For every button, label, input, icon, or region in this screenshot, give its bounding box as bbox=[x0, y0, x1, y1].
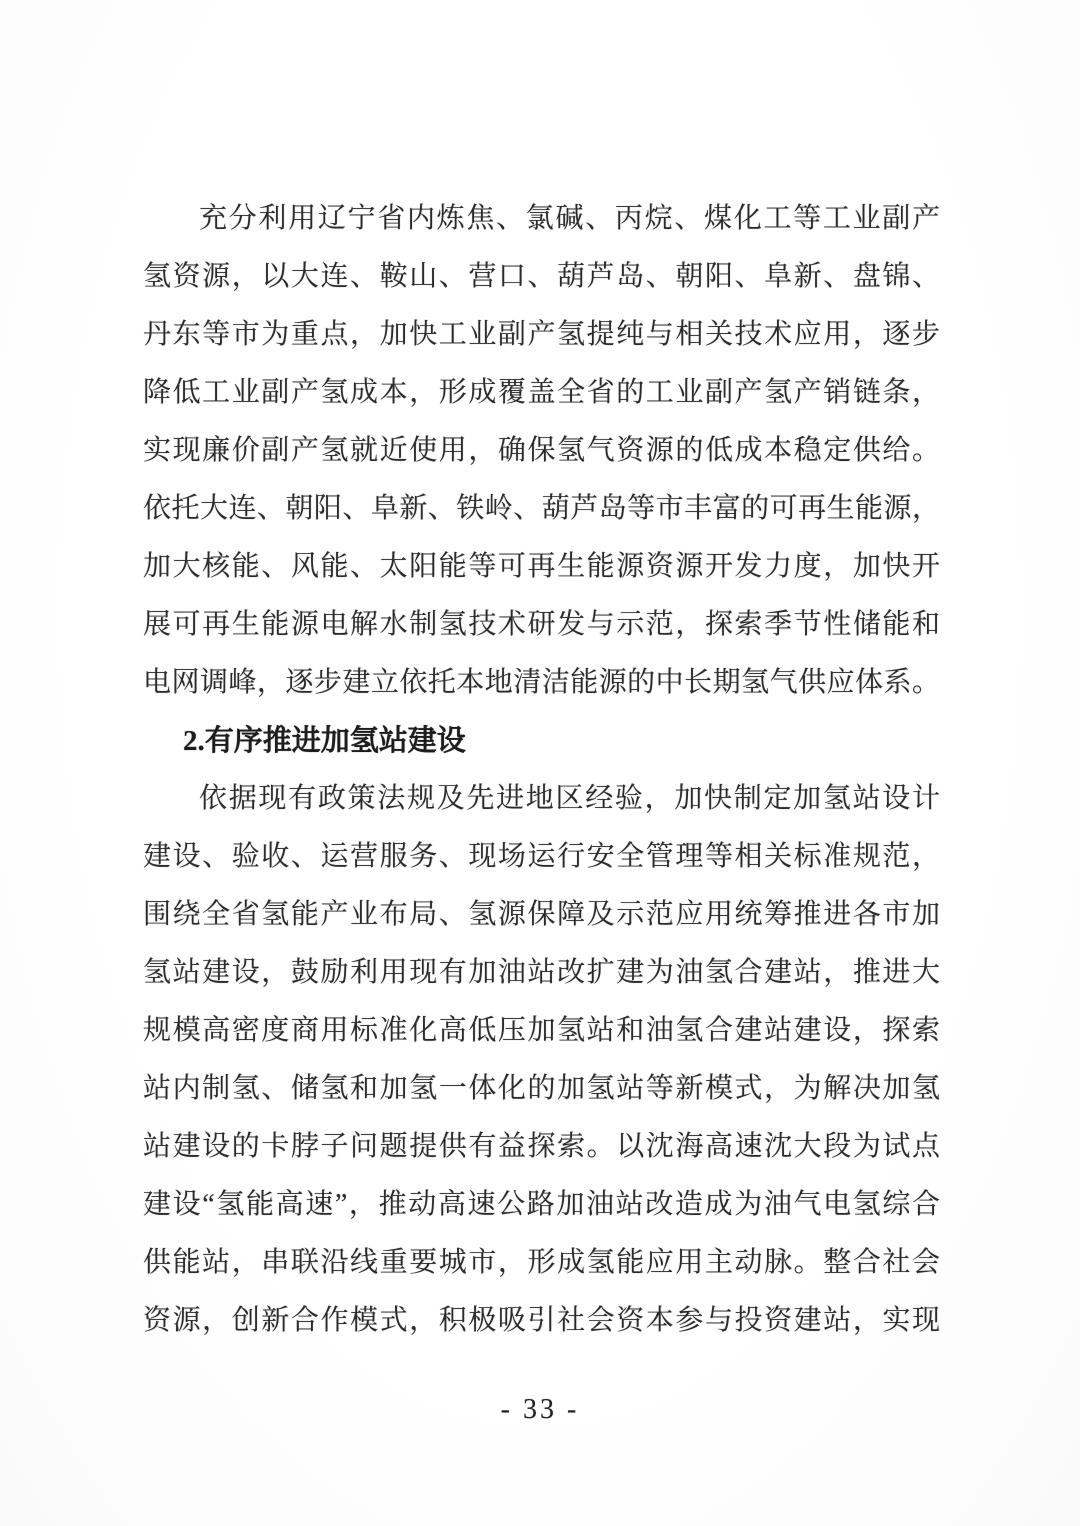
paragraph1-line: 降低工业副产氢成本，形成覆盖全省的工业副产氢产销链条， bbox=[143, 377, 940, 408]
paragraph1-line: 依托大连、朝阳、阜新、铁岭、葫芦岛等市丰富的可再生能源， bbox=[143, 493, 940, 524]
paragraph2-line: 依据现有政策法规及先进地区经验，加快制定加氢站设计 bbox=[199, 783, 940, 814]
page-number: - 33 - bbox=[500, 1394, 580, 1425]
paragraph2-line: 资源，创新合作模式，积极吸引社会资本参与投资建站，实现 bbox=[143, 1305, 940, 1336]
paragraph2-line: 站内制氢、储氢和加氢一体化的加氢站等新模式，为解决加氢 bbox=[143, 1073, 940, 1104]
paragraph1-line: 丹东等市为重点，加快工业副产氢提纯与相关技术应用，逐步 bbox=[143, 319, 940, 350]
section-heading: 2.有序推进加氢站建设 bbox=[183, 725, 466, 757]
text-body bbox=[143, 190, 940, 1350]
paragraph1-line: 展可再生能源电解水制氢技术研发与示范，探索季节性储能和 bbox=[143, 609, 940, 640]
paragraph2-line: 围绕全省氢能产业布局、氢源保障及示范应用统筹推进各市加 bbox=[143, 899, 940, 930]
paragraph1-line: 实现廉价副产氢就近使用，确保氢气资源的低成本稳定供给。 bbox=[143, 435, 940, 466]
paragraph1-line: 充分利用辽宁省内炼焦、氯碱、丙烷、煤化工等工业副产 bbox=[199, 203, 940, 234]
paragraph1-line: 电网调峰，逐步建立依托本地清洁能源的中长期氢气供应体系。 bbox=[143, 667, 940, 698]
paragraph2-line: 建设、验收、运营服务、现场运行安全管理等相关标准规范， bbox=[143, 841, 940, 872]
paragraph2-line: 氢站建设，鼓励利用现有加油站改扩建为油氢合建站，推进大 bbox=[143, 957, 940, 988]
paragraph1-line: 氢资源，以大连、鞍山、营口、葫芦岛、朝阳、阜新、盘锦、 bbox=[143, 261, 940, 292]
paragraph1-line: 加大核能、风能、太阳能等可再生能源资源开发力度，加快开 bbox=[143, 551, 940, 582]
paragraph2-line: 站建设的卡脖子问题提供有益探索。以沈海高速沈大段为试点 bbox=[143, 1131, 940, 1162]
paragraph2-line: 规模高密度商用标准化高低压加氢站和油氢合建站建设，探索 bbox=[143, 1015, 940, 1046]
paragraph2-line: 建设“氢能高速”，推动高速公路加油站改造成为油气电氢综合 bbox=[143, 1189, 940, 1220]
paragraph2-line: 供能站，串联沿线重要城市，形成氢能应用主动脉。整合社会 bbox=[143, 1247, 940, 1278]
